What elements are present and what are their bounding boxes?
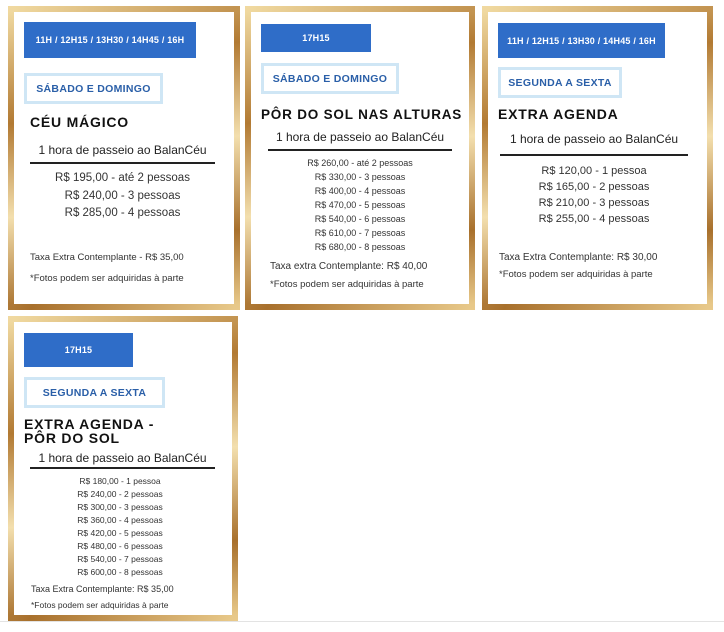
price-list	[30, 170, 215, 223]
card-subtitle: 1 hora de passeio ao BalanCéu	[38, 143, 207, 157]
price-item: R$ 610,00 - 7 pessoas	[314, 228, 406, 238]
price-item: R$ 120,00 - 1 pessoa	[541, 165, 647, 177]
schedule-badge: 17H15	[261, 24, 371, 52]
card-title: CÉU MÁGICO	[30, 114, 129, 130]
price-item: R$ 195,00 - até 2 pessoas	[55, 172, 190, 184]
divider	[268, 149, 452, 151]
divider	[30, 467, 215, 469]
price-item: R$ 400,00 - 4 pessoas	[314, 186, 406, 196]
price-item: R$ 285,00 - 4 pessoas	[64, 207, 181, 219]
price-item: R$ 240,00 - 3 pessoas	[64, 189, 181, 202]
price-list	[268, 156, 452, 254]
price-item: R$ 600,00 - 8 pessoas	[77, 567, 163, 577]
extra-fee: Taxa Extra Contemplante - R$ 35,00	[30, 252, 184, 263]
extra-fee: Taxa Extra Contemplante: R$ 30,00	[499, 252, 658, 263]
price-item: R$ 360,00 - 4 pessoas	[77, 515, 163, 525]
days-label: SEGUNDA A SEXTA	[24, 377, 165, 408]
price-item: R$ 480,00 - 6 pessoas	[77, 541, 163, 551]
card-title: EXTRA AGENDA	[498, 106, 619, 122]
price-item: R$ 330,00 - 3 pessoas	[314, 172, 406, 182]
divider	[30, 162, 215, 164]
price-item: R$ 420,00 - 5 pessoas	[77, 528, 163, 538]
days-label: SÁBADO E DOMINGO	[261, 63, 399, 94]
price-item: R$ 540,00 - 6 pessoas	[314, 214, 406, 224]
photos-note: *Fotos podem ser adquiridas à parte	[31, 600, 169, 610]
divider	[0, 621, 724, 622]
price-list	[30, 475, 210, 579]
extra-fee: Taxa Extra Contemplante: R$ 35,00	[31, 584, 174, 594]
price-item: R$ 300,00 - 3 pessoas	[77, 502, 163, 512]
photos-note: *Fotos podem ser adquiridas à parte	[499, 269, 653, 280]
card-title-line2: PÔR DO SOL	[24, 430, 120, 446]
price-item: R$ 255,00 - 4 pessoas	[538, 213, 650, 225]
card-subtitle: 1 hora de passeio ao BalanCéu	[38, 451, 207, 465]
extra-fee: Taxa extra Contemplante: R$ 40,00	[270, 261, 428, 272]
card-subtitle: 1 hora de passeio ao BalanCéu	[275, 130, 445, 144]
price-item: R$ 260,00 - até 2 pessoas	[307, 158, 413, 168]
price-item: R$ 470,00 - 5 pessoas	[314, 200, 406, 210]
price-item: R$ 210,00 - 3 pessoas	[538, 197, 650, 209]
card-title: PÔR DO SOL NAS ALTURAS	[261, 107, 463, 122]
price-item: R$ 540,00 - 7 pessoas	[77, 554, 163, 564]
price-item: R$ 180,00 - 1 pessoa	[79, 476, 161, 486]
divider	[500, 154, 688, 156]
schedule-badge: 17H15	[24, 333, 133, 367]
price-item: R$ 680,00 - 8 pessoas	[314, 242, 406, 252]
schedule-badge: 11H / 12H15 / 13H30 / 14H45 / 16H	[24, 22, 196, 58]
photos-note: *Fotos podem ser adquiridas à parte	[270, 279, 424, 290]
photos-note: *Fotos podem ser adquiridas à parte	[30, 273, 184, 284]
card-title-line1: EXTRA AGENDA -	[24, 416, 155, 432]
card-subtitle: 1 hora de passeio ao BalanCéu	[509, 132, 679, 146]
price-item: R$ 165,00 - 2 pessoas	[538, 181, 650, 193]
price-list	[500, 163, 688, 227]
price-item: R$ 240,00 - 2 pessoas	[77, 489, 163, 499]
days-label: SEGUNDA A SEXTA	[498, 67, 622, 98]
days-label: SÁBADO E DOMINGO	[24, 73, 163, 104]
schedule-badge: 11H / 12H15 / 13H30 / 14H45 / 16H	[498, 23, 665, 58]
